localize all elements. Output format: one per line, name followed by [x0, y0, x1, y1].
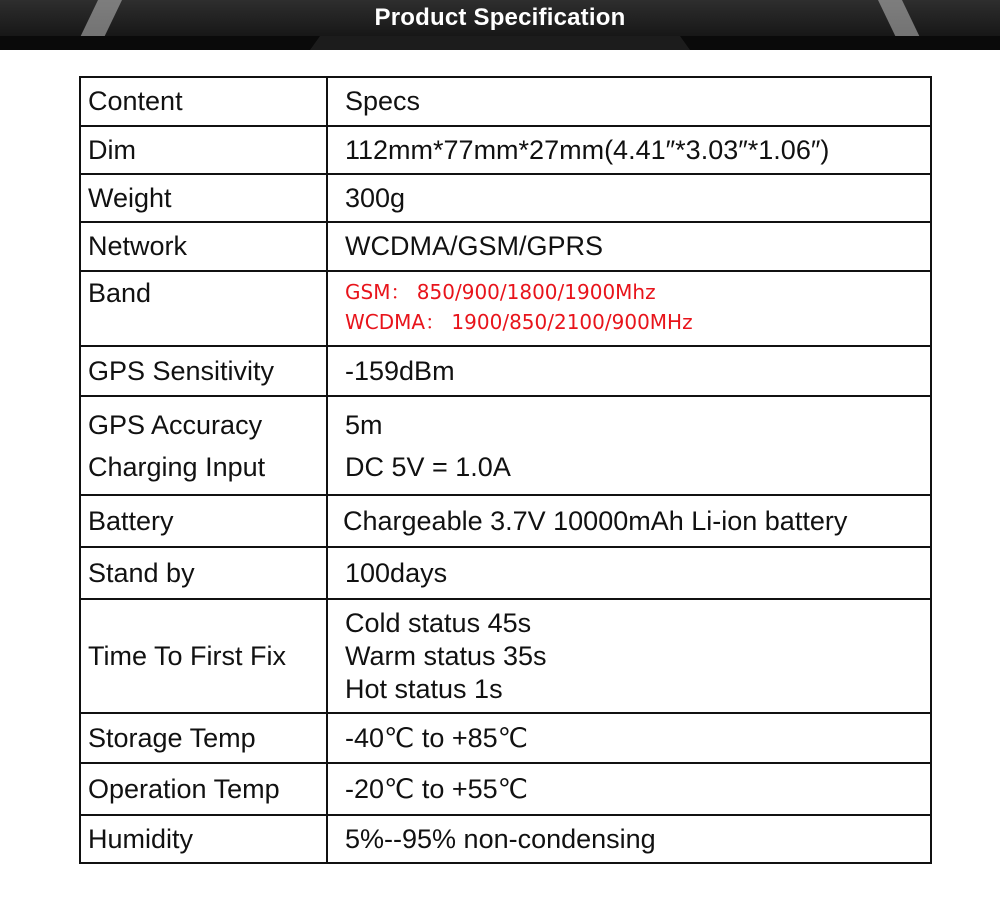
table-row: [80, 599, 931, 713]
row-value-dim: 112mm*77mm*27mm(4.41″*3.03″*1.06″): [327, 126, 931, 174]
page-title: Product Specification: [374, 4, 626, 31]
table-row: [80, 713, 931, 763]
row-label-storage-temp: Storage Temp: [80, 713, 327, 763]
row-label-battery: Battery: [80, 495, 327, 547]
row-value-network: WCDMA/GSM/GPRS: [327, 222, 931, 271]
row-value-humidity: 5%--95% non-condensing: [327, 815, 931, 863]
value-gps-accuracy: 5m: [345, 409, 383, 440]
column-header-content: Content: [80, 77, 327, 126]
row-label-band: Band: [80, 271, 327, 346]
row-label-ttff: Time To First Fix: [80, 599, 327, 713]
header-banner: [0, 0, 1000, 50]
table-row: [80, 396, 931, 495]
table-row: [80, 346, 931, 396]
row-label-operation-temp: Operation Temp: [80, 763, 327, 815]
row-label-weight: Weight: [80, 174, 327, 222]
table-row: [80, 174, 931, 222]
row-label-stand-by: Stand by: [80, 547, 327, 599]
band-wcdma: WCDMA： 1900/850/2100/900MHz: [345, 310, 693, 334]
column-header-specs: Specs: [327, 77, 931, 126]
row-value-band: [327, 271, 931, 346]
value-charging-input: DC 5V = 1.0A: [345, 451, 511, 482]
row-label-dim: Dim: [80, 126, 327, 174]
table-row: [80, 547, 931, 599]
row-value-operation-temp: -20℃ to +55℃: [327, 763, 931, 815]
row-label-humidity: Humidity: [80, 815, 327, 863]
spec-table: [79, 76, 932, 864]
label-gps-accuracy: GPS Accuracy: [88, 409, 263, 440]
row-label-network: Network: [80, 222, 327, 271]
row-value-gps-accuracy-charging: [327, 396, 931, 495]
row-label-gps-sensitivity: GPS Sensitivity: [80, 346, 327, 396]
table-row: [80, 495, 931, 547]
ttff-hot: Hot status 1s: [345, 673, 503, 704]
row-value-storage-temp: -40℃ to +85℃: [327, 713, 931, 763]
row-value-ttff: [327, 599, 931, 713]
row-value-gps-sensitivity: -159dBm: [327, 346, 931, 396]
band-gsm: GSM： 850/900/1800/1900Mhz: [345, 280, 656, 304]
row-value-stand-by: 100days: [327, 547, 931, 599]
table-row: [80, 222, 931, 271]
table-row: [80, 126, 931, 174]
ttff-warm: Warm status 35s: [345, 640, 547, 671]
row-value-weight: 300g: [327, 174, 931, 222]
table-row: [80, 763, 931, 815]
table-header-row: [80, 77, 931, 126]
ttff-cold: Cold status 45s: [345, 607, 532, 638]
row-label-gps-accuracy-charging: [80, 396, 327, 495]
label-charging-input: Charging Input: [88, 451, 266, 482]
row-value-battery: Chargeable 3.7V 10000mAh Li-ion battery: [327, 495, 931, 547]
table-row: [80, 271, 931, 346]
table-row: [80, 815, 931, 863]
